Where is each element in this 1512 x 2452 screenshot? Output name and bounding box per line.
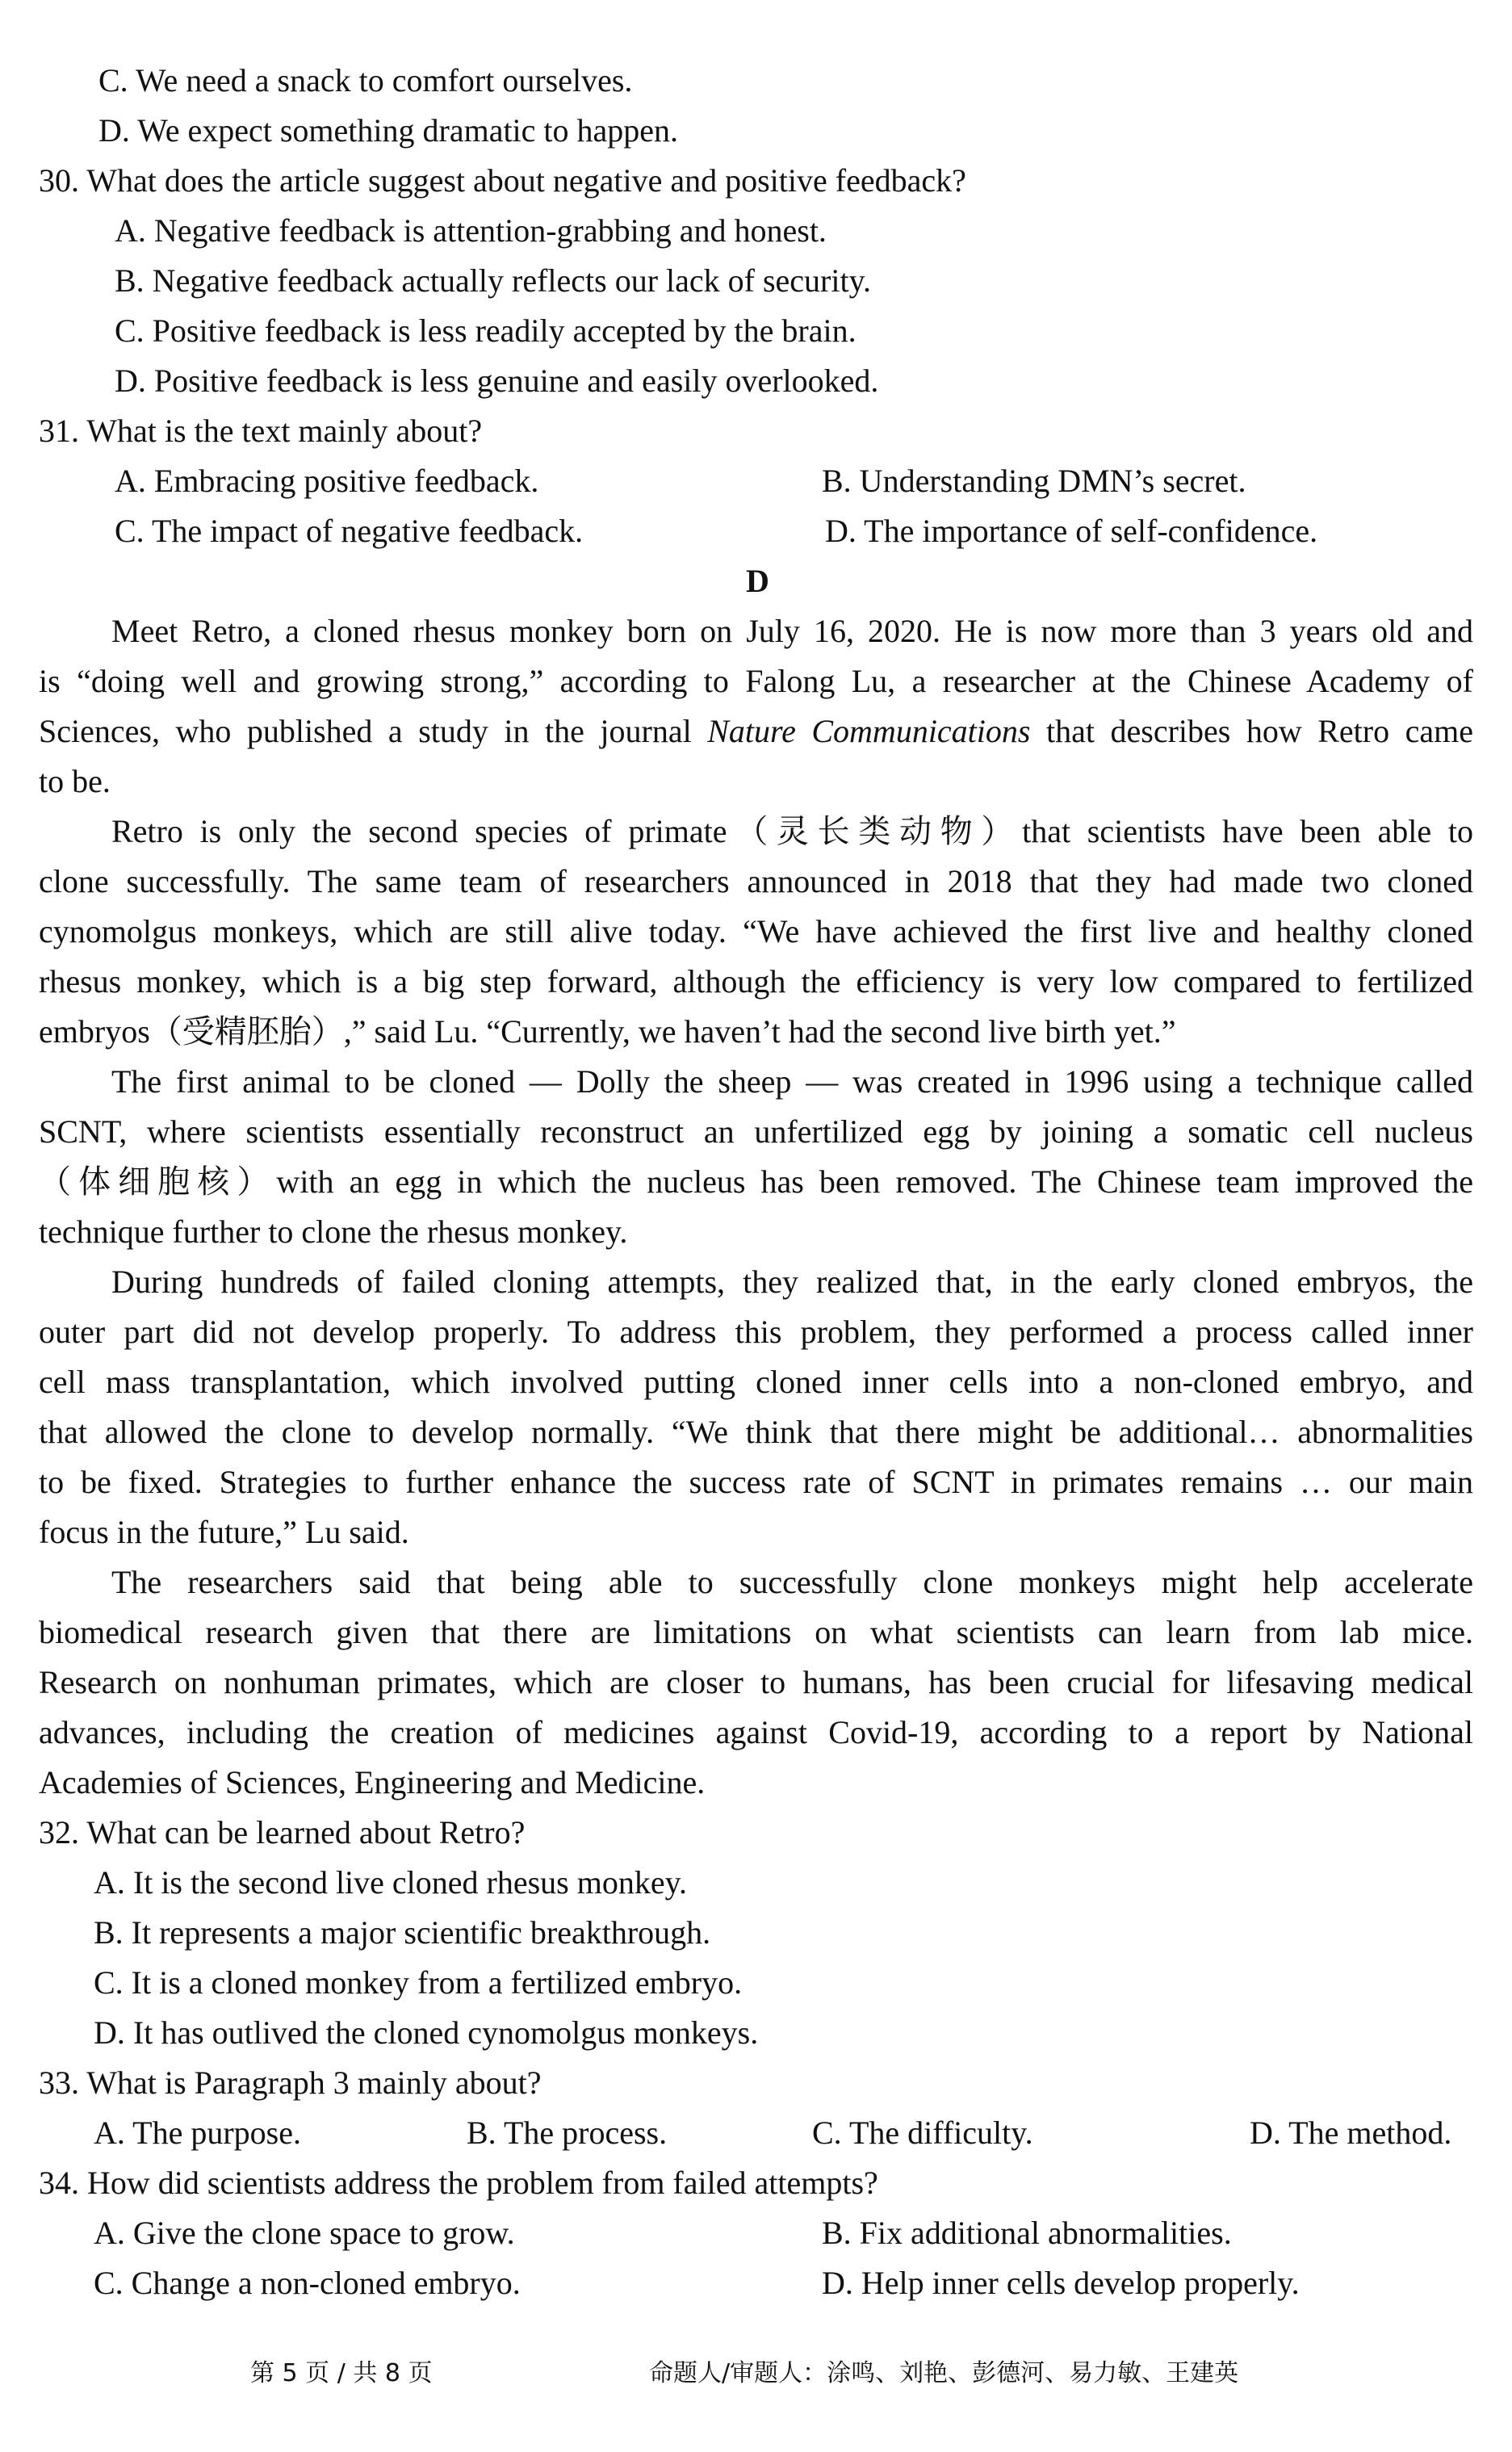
page-number: 第 5 页 / 共 8 页 [250,2359,433,2387]
p5-line: advances, including the creation of medicines against Covid-19, according to a report by National [39,1714,1473,1750]
p1-line: to be. [39,763,111,799]
p4-line: to be fixed. Strategies to further enhance the success rate of SCNT in primates remains … our main [39,1464,1473,1500]
q30-stem: 30. What does the article suggest about negative and positive feedback? [39,162,966,199]
p1-text: Sciences, who published a study in the journal [39,713,708,749]
p3-line: SCNT, where scientists essentially reconstruct an unfertilized egg by joining a somatic cell nucleus [39,1113,1473,1150]
p4-line: focus in the future,” Lu said. [39,1514,409,1550]
q29-option-c: C. We need a snack to comfort ourselves. [98,62,633,98]
p3-line: technique further to clone the rhesus monkey. [39,1213,628,1250]
p2-line: rhesus monkey, which is a big step forward, although the efficiency is very low compared to fertilized [39,963,1473,1000]
p1-text: that describes how Retro came [1030,713,1473,749]
p2-line: cynomolgus monkeys, which are still alive today. “We have achieved the first live and healthy cloned [39,913,1473,949]
section-heading: D [746,563,769,599]
q34-option-d: D. Help inner cells develop properly. [822,2265,1300,2301]
p3-line: The first animal to be cloned — Dolly the sheep — was created in 1996 using a technique called [111,1063,1473,1100]
q30-option-b: B. Negative feedback actually reflects our lack of security. [115,262,871,299]
q32-option-c: C. It is a cloned monkey from a fertilized embryo. [94,1964,743,2001]
q31-option-b: B. Understanding DMN’s secret. [822,463,1246,499]
p4-line: outer part did not develop properly. To address this problem, they performed a process called inner [39,1314,1473,1350]
q32-option-d: D. It has outlived the cloned cynomolgus monkeys. [94,2014,759,2051]
p5-line: Research on nonhuman primates, which are closer to humans, has been crucial for lifesaving medical [39,1664,1473,1700]
p4-line: cell mass transplantation, which involved putting cloned inner cells into a non-cloned embryo, and [39,1364,1473,1400]
q31-option-d: D. The importance of self-confidence. [825,513,1318,549]
q33-option-d: D. The method. [1250,2115,1452,2151]
p2-line: clone successfully. The same team of researchers announced in 2018 that they had made two cloned [39,863,1473,899]
p4-line: During hundreds of failed cloning attempts, they realized that, in the early cloned embryos, the [111,1264,1473,1300]
q30-option-a: A. Negative feedback is attention-grabbing and honest. [115,212,827,249]
q29-option-d: D. We expect something dramatic to happen. [98,112,679,149]
q34-option-b: B. Fix additional abnormalities. [822,2215,1232,2251]
p2-line: embryos（受精胚胎）,” said Lu. “Currently, we haven’t had the second live birth yet.” [39,1013,1176,1050]
q33-stem: 33. What is Paragraph 3 mainly about? [39,2064,542,2101]
q33-option-a: A. The purpose. [94,2115,301,2151]
p3-line: （体细胞核）with an egg in which the nucleus has been removed. The Chinese team improved the [39,1163,1473,1200]
q30-option-c: C. Positive feedback is less readily accepted by the brain. [115,312,857,349]
footer-authors: 命题人/审题人：涂鸣、刘艳、彭德河、易力敏、王建英 [649,2359,1239,2387]
p1-line: is “doing well and growing strong,” according to Falong Lu, a researcher at the Chinese Academy of [39,663,1473,699]
p4-line: that allowed the clone to develop normally. “We think that there might be additional… abnormalities [39,1414,1473,1450]
q34-stem: 34. How did scientists address the problem from failed attempts? [39,2165,878,2201]
q31-stem: 31. What is the text mainly about? [39,413,483,449]
q31-option-a: A. Embracing positive feedback. [115,463,539,499]
p5-line: Academies of Sciences, Engineering and Medicine. [39,1764,706,1800]
p1-line: Meet Retro, a cloned rhesus monkey born on July 16, 2020. He is now more than 3 years old and [111,613,1473,649]
journal-title: Nature Communications [707,713,1031,749]
q33-option-b: B. The process. [467,2115,668,2151]
q33-option-c: C. The difficulty. [812,2115,1033,2151]
p5-line: biomedical research given that there are limitations on what scientists can learn from lab mice. [39,1614,1473,1650]
q32-option-b: B. It represents a major scientific breakthrough. [94,1914,711,1951]
q30-option-d: D. Positive feedback is less genuine and easily overlooked. [115,363,879,399]
p2-line: Retro is only the second species of primate（灵长类动物）that scientists have been able to [111,813,1473,849]
q34-option-a: A. Give the clone space to grow. [94,2215,515,2251]
p5-line: The researchers said that being able to successfully clone monkeys might help accelerate [111,1564,1473,1600]
q32-stem: 32. What can be learned about Retro? [39,1814,526,1851]
q31-option-c: C. The impact of negative feedback. [115,513,584,549]
p1-line-journal [39,709,1473,754]
q34-option-c: C. Change a non-cloned embryo. [94,2265,521,2301]
q32-option-a: A. It is the second live cloned rhesus monkey. [94,1864,688,1901]
